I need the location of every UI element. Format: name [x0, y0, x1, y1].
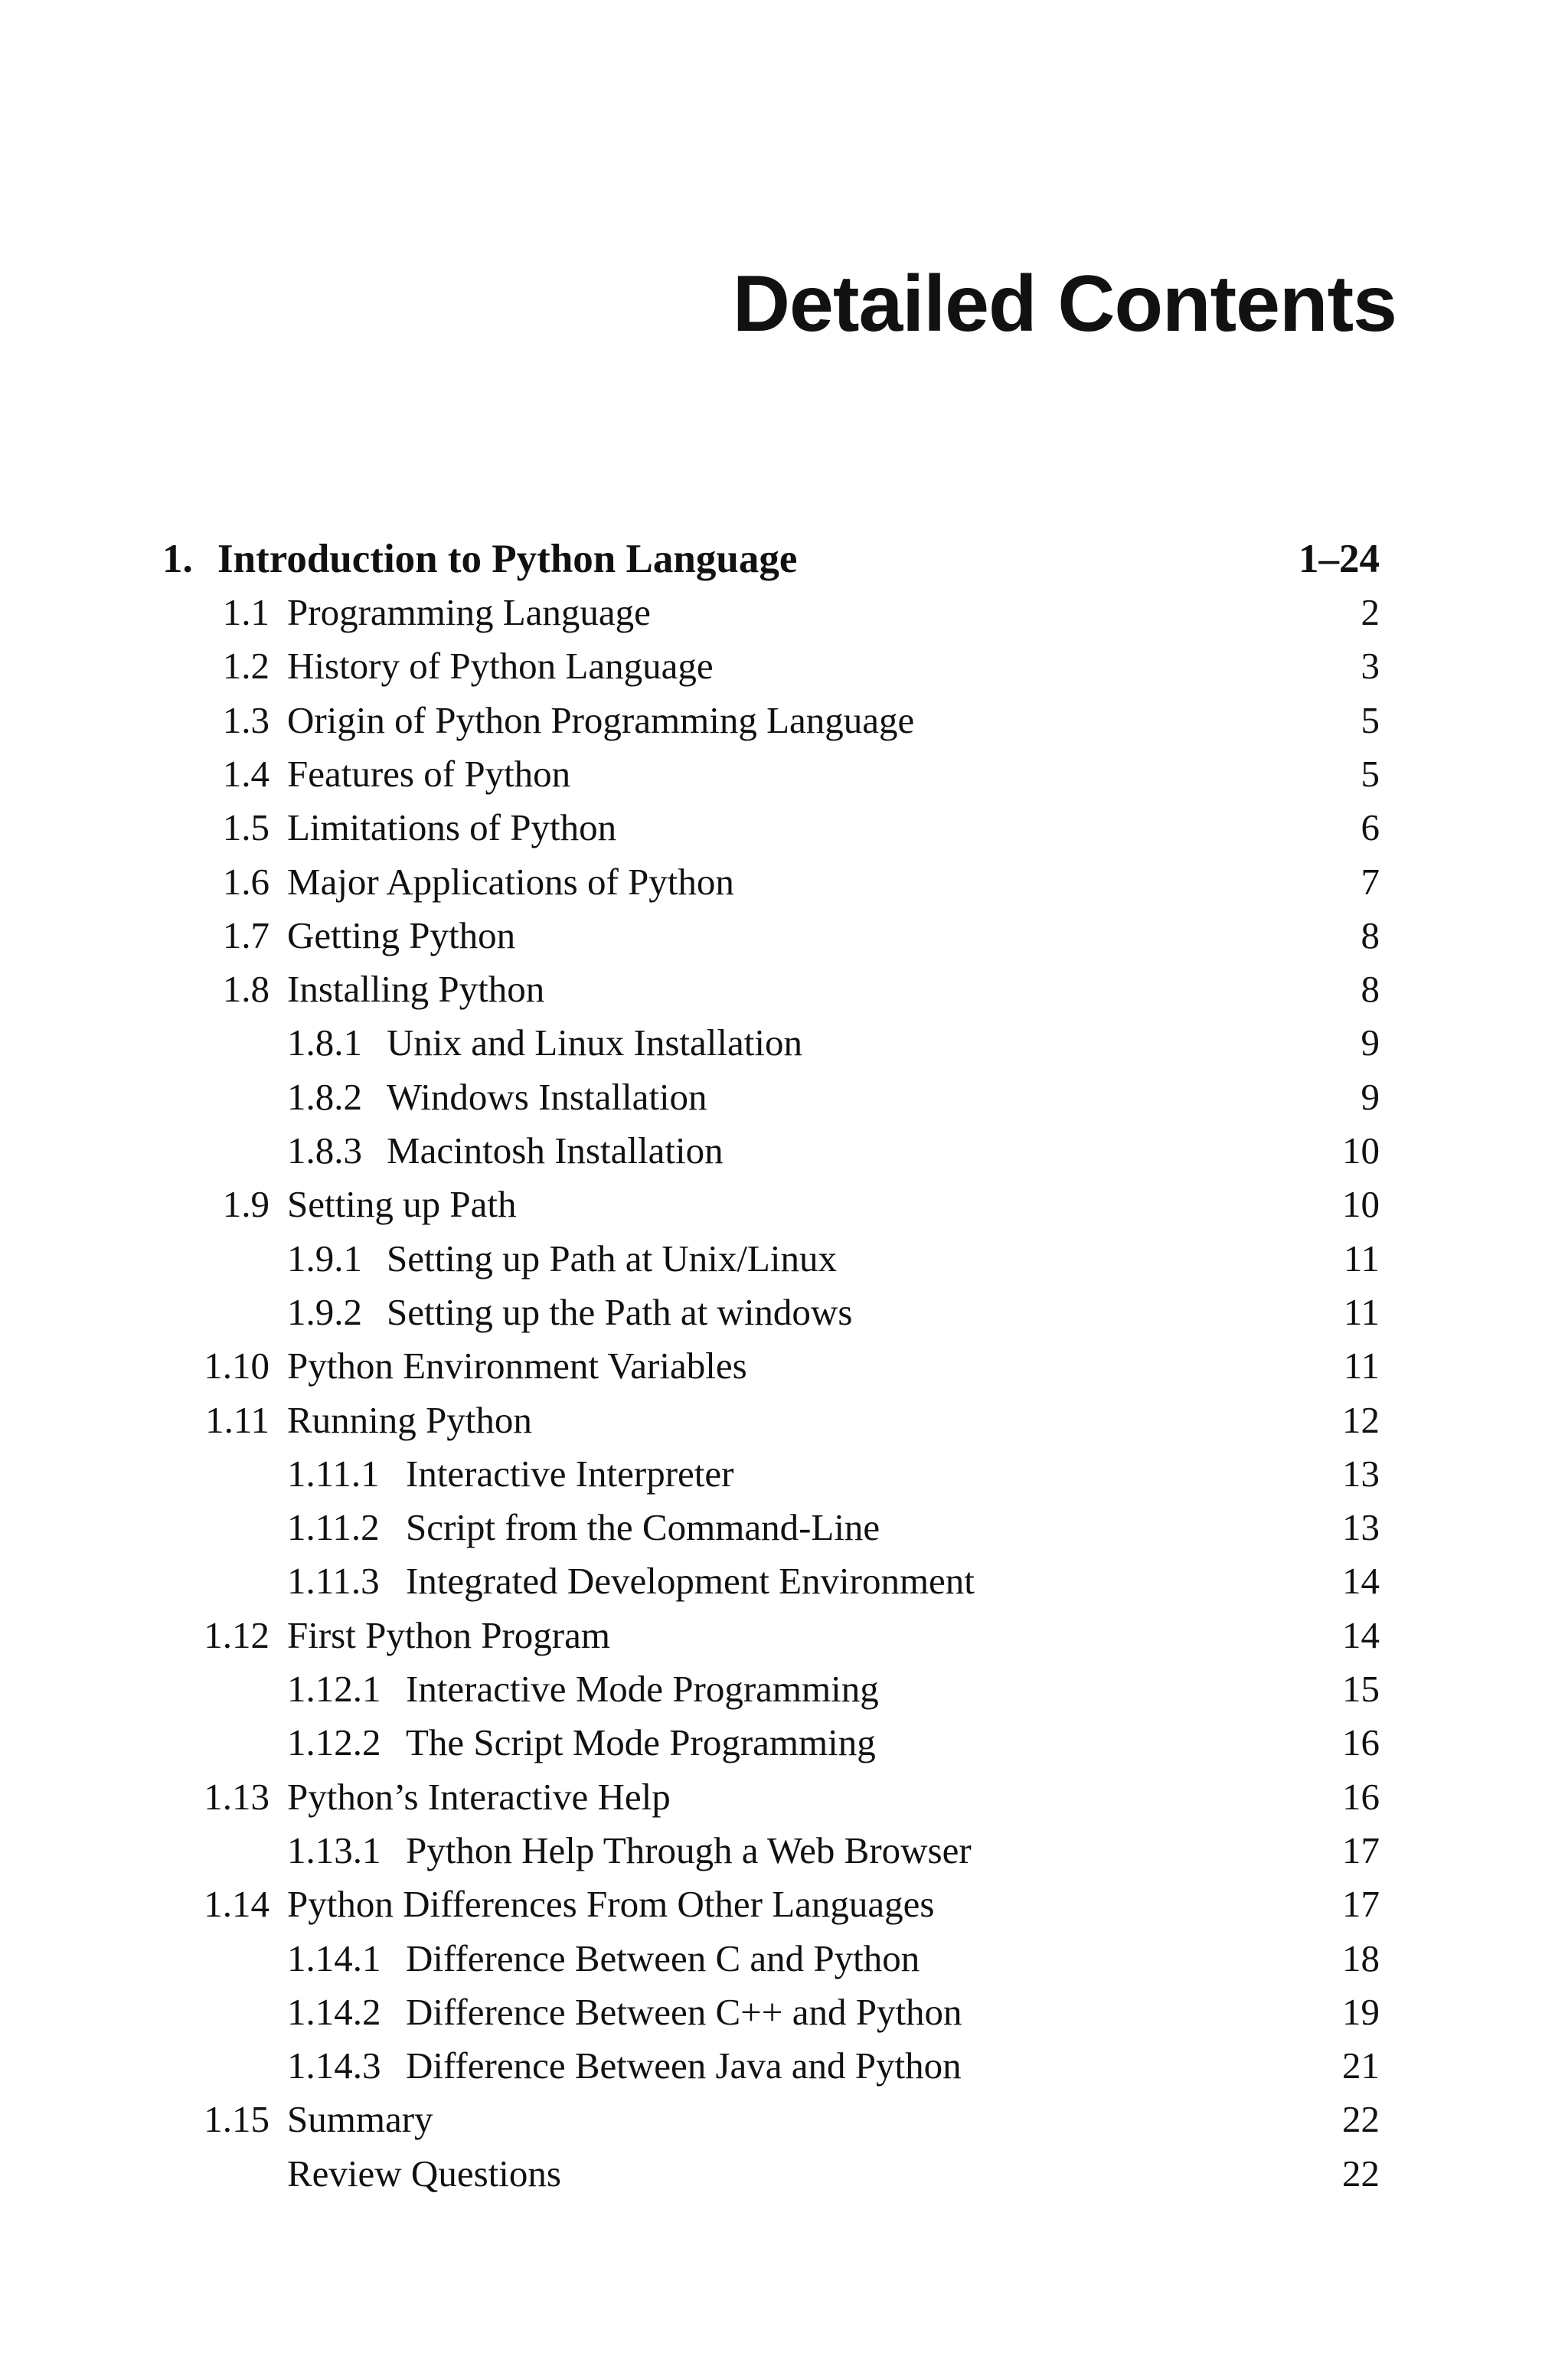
- entry-page-number: 14: [1342, 1613, 1380, 1656]
- entry-title: Features of Python: [287, 752, 571, 795]
- entry-title: Python’s Interactive Help: [287, 1775, 671, 1818]
- chapter-heading: [162, 532, 1380, 586]
- toc-entry: [0, 1770, 1568, 1824]
- entry-title: Programming Language: [287, 591, 651, 633]
- entry-title: Major Applications of Python: [287, 860, 734, 903]
- entry-title: Running Python: [287, 1398, 532, 1441]
- entry-page-number: 11: [1343, 1345, 1380, 1387]
- entry-page-number: 9: [1361, 1075, 1380, 1118]
- entry-page-number: 8: [1361, 968, 1380, 1011]
- entry-number: 1.3: [222, 698, 270, 741]
- toc-entry: [0, 1501, 1568, 1554]
- entry-number: 1.14.2: [287, 1990, 381, 2033]
- page-title: Detailed Contents: [732, 260, 1396, 348]
- toc-entry: [0, 639, 1568, 693]
- entry-number: 1.14.3: [287, 2044, 381, 2087]
- toc-entry: [0, 1932, 1568, 1986]
- entry-title: Difference Between C++ and Python: [406, 1990, 962, 2033]
- chapter-title: Introduction to Python Language: [217, 537, 798, 581]
- entry-title: Windows Installation: [387, 1075, 707, 1118]
- entry-title: Difference Between C and Python: [406, 1936, 920, 1979]
- toc-entry: [0, 1986, 1568, 2039]
- entry-title: Macintosh Installation: [387, 1129, 724, 1172]
- toc-entry: [0, 1662, 1568, 1716]
- entry-number: 1.14.1: [287, 1936, 381, 1979]
- entry-number: 1.14: [204, 1883, 270, 1926]
- entry-title: Review Questions: [287, 2152, 561, 2195]
- toc-entry: [0, 1716, 1568, 1770]
- toc-entry: [0, 747, 1568, 801]
- entry-number: 1.7: [222, 913, 270, 956]
- entry-title: First Python Program: [287, 1613, 610, 1656]
- entry-number: 1.12.1: [287, 1668, 381, 1710]
- chapter-page-range: 1–24: [1298, 537, 1380, 581]
- entry-page-number: 5: [1361, 698, 1380, 741]
- entry-page-number: 6: [1361, 806, 1380, 849]
- entry-number: 1.9.2: [287, 1290, 362, 1333]
- entry-title: Interactive Interpreter: [406, 1452, 734, 1495]
- entry-page-number: 10: [1342, 1129, 1380, 1172]
- entry-title: Python Help Through a Web Browser: [406, 1829, 972, 1871]
- entry-number: 1.9.1: [287, 1237, 362, 1280]
- toc-entry: [0, 1178, 1568, 1231]
- entry-number: 1.15: [204, 2098, 270, 2141]
- entry-page-number: 5: [1361, 752, 1380, 795]
- toc-entry: [0, 2039, 1568, 2093]
- entry-page-number: 17: [1342, 1883, 1380, 1926]
- entry-title: Interactive Mode Programming: [406, 1668, 879, 1710]
- chapter-number: 1.: [162, 537, 193, 581]
- toc-entry: [0, 1609, 1568, 1662]
- entry-number: 1.13.1: [287, 1829, 381, 1871]
- entry-number: 1.8.2: [287, 1075, 362, 1118]
- toc-entry: [0, 1447, 1568, 1501]
- entry-page-number: 13: [1342, 1452, 1380, 1495]
- entry-page-number: 15: [1342, 1668, 1380, 1710]
- toc-entry: [0, 694, 1568, 747]
- entry-page-number: 12: [1342, 1398, 1380, 1441]
- toc-entry: [0, 1554, 1568, 1608]
- entry-title: Setting up the Path at windows: [387, 1290, 853, 1333]
- entry-number: 1.2: [222, 645, 270, 688]
- entry-number: 1.4: [222, 752, 270, 795]
- entry-number: 1.13: [204, 1775, 270, 1818]
- entry-page-number: 10: [1342, 1183, 1380, 1226]
- entry-page-number: 8: [1361, 913, 1380, 956]
- entry-title: Origin of Python Programming Language: [287, 698, 915, 741]
- toc-entry: [0, 2093, 1568, 2146]
- toc-entry: [0, 1232, 1568, 1286]
- entry-page-number: 2: [1361, 591, 1380, 633]
- entry-number: 1.10: [204, 1345, 270, 1387]
- entry-page-number: 19: [1342, 1990, 1380, 2033]
- entry-number: 1.9: [222, 1183, 270, 1226]
- toc-entry: [0, 586, 1568, 639]
- entry-page-number: 9: [1361, 1021, 1380, 1064]
- toc-entry: [0, 2147, 1568, 2201]
- entry-number: 1.12.2: [287, 1721, 381, 1764]
- entry-title: Summary: [287, 2098, 433, 2141]
- entry-page-number: 7: [1361, 860, 1380, 903]
- entry-number: 1.11: [205, 1398, 270, 1441]
- toc-entry: [0, 1824, 1568, 1878]
- entry-number: 1.8.3: [287, 1129, 362, 1172]
- toc-entry: [0, 909, 1568, 963]
- entry-title: The Script Mode Programming: [406, 1721, 876, 1764]
- entry-page-number: 16: [1342, 1775, 1380, 1818]
- entry-number: 1.12: [204, 1613, 270, 1656]
- entry-page-number: 11: [1343, 1290, 1380, 1333]
- entry-number: 1.1: [222, 591, 270, 633]
- toc-entry: [0, 1339, 1568, 1393]
- entry-number: 1.8: [222, 968, 270, 1011]
- toc-entry: [0, 1286, 1568, 1339]
- entry-title: Setting up Path at Unix/Linux: [387, 1237, 837, 1280]
- entry-title: Python Differences From Other Languages: [287, 1883, 935, 1926]
- entry-number: 1.6: [222, 860, 270, 903]
- entry-number: 1.11.1: [287, 1452, 380, 1495]
- toc-entry: [0, 801, 1568, 855]
- entry-page-number: 21: [1342, 2044, 1380, 2087]
- entry-page-number: 3: [1361, 645, 1380, 688]
- entry-page-number: 16: [1342, 1721, 1380, 1764]
- entry-title: Script from the Command-Line: [406, 1506, 880, 1549]
- toc-entry: [0, 1016, 1568, 1070]
- entry-title: Integrated Development Environment: [406, 1560, 975, 1603]
- toc-entry: [0, 1878, 1568, 1931]
- toc-entry: [0, 1124, 1568, 1178]
- entry-page-number: 22: [1342, 2098, 1380, 2141]
- entry-number: 1.11.3: [287, 1560, 380, 1603]
- entry-title: Unix and Linux Installation: [387, 1021, 802, 1064]
- entry-page-number: 14: [1342, 1560, 1380, 1603]
- toc-entry: [0, 1070, 1568, 1124]
- entry-number: 1.5: [222, 806, 270, 849]
- entry-title: Python Environment Variables: [287, 1345, 747, 1387]
- entry-title: Limitations of Python: [287, 806, 617, 849]
- toc-entry: [0, 1394, 1568, 1447]
- entry-number: 1.8.1: [287, 1021, 362, 1064]
- entry-page-number: 18: [1342, 1936, 1380, 1979]
- entry-title: Difference Between Java and Python: [406, 2044, 962, 2087]
- entry-page-number: 17: [1342, 1829, 1380, 1871]
- entry-title: History of Python Language: [287, 645, 714, 688]
- entry-title: Installing Python: [287, 968, 545, 1011]
- entry-title: Getting Python: [287, 913, 516, 956]
- toc-entry: [0, 855, 1568, 909]
- toc-entry: [0, 963, 1568, 1016]
- entry-page-number: 22: [1342, 2152, 1380, 2195]
- entry-page-number: 13: [1342, 1506, 1380, 1549]
- entry-number: 1.11.2: [287, 1506, 380, 1549]
- entry-page-number: 11: [1343, 1237, 1380, 1280]
- entry-title: Setting up Path: [287, 1183, 517, 1226]
